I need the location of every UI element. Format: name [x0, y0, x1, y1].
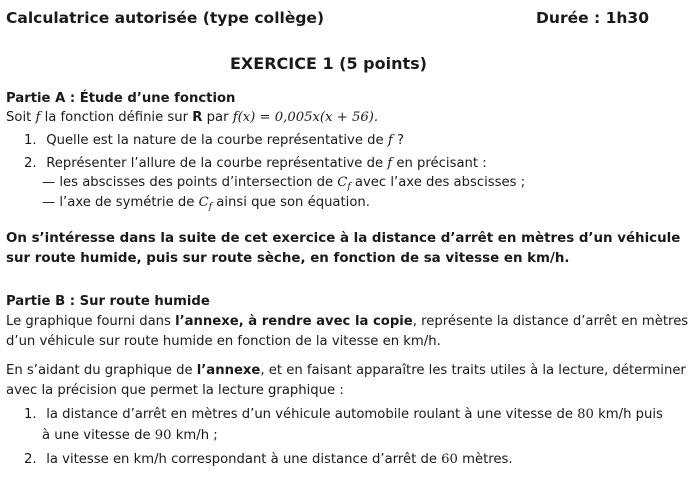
question-number: 2. — [24, 156, 37, 171]
bullet-text-b: avec l’axe des abscisses ; — [354, 175, 526, 190]
question-text: km/h puis — [598, 407, 663, 422]
part-a-question-1 — [24, 131, 404, 151]
intro-text-2: la fonction définie sur — [44, 110, 189, 125]
question-text: Représenter l’allure de la courbe représentative de — [46, 156, 384, 171]
calculator-note: Calculatrice autorisée (type collège) — [6, 9, 325, 27]
curve-subscript: f — [208, 202, 213, 212]
context-paragraph-line-1: On s’intéresse dans la suite de cet exercice à la distance d’arrêt en mètres d’un véhicule — [6, 231, 681, 246]
function-symbol: f — [387, 156, 393, 171]
text: Le graphique fourni dans — [6, 314, 171, 329]
real-set-symbol: R — [192, 110, 203, 125]
annex-emphasis: l’annexe — [196, 363, 261, 378]
function-formula: f(x) = 0,005x(x + 56). — [232, 110, 379, 125]
bullet-symmetry-axis — [42, 193, 370, 217]
distance-value: 60 — [441, 452, 458, 467]
question-end: ? — [396, 133, 404, 148]
text: , représente la distance d’arrêt en mètres — [412, 314, 688, 329]
curve-symbol: C — [337, 175, 348, 190]
context-paragraph-line-2: sur route humide, puis sur route sèche, en fonction de sa vitesse en km/h. — [6, 251, 570, 266]
question-text: mètres. — [462, 452, 513, 467]
annex-emphasis: l’annexe, à rendre avec la copie — [175, 314, 413, 329]
exercise-title: EXERCICE 1 (5 points) — [230, 54, 427, 73]
part-b-paragraph-2-line-2: avec la précision que permet la lecture graphique : — [6, 383, 344, 398]
question-end: en précisant : — [396, 156, 487, 171]
question-number: 1. — [24, 133, 37, 148]
duration: Durée : 1h30 — [536, 9, 649, 27]
part-b-question-1-line-2 — [42, 426, 218, 446]
intro-text-1: Soit — [6, 110, 32, 125]
part-b-paragraph-2-line-1 — [6, 361, 686, 381]
speed-value: 90 — [154, 428, 172, 443]
question-text: km/h ; — [175, 428, 218, 443]
question-text: la vitesse en km/h correspondant à une distance d’arrêt de — [46, 452, 437, 467]
curve-subscript: f — [347, 182, 351, 192]
intro-text-3: par — [206, 110, 229, 125]
question-number: 2. — [24, 452, 37, 467]
text: , et en faisant apparaître les traits utiles à la lecture, déterminer — [260, 363, 686, 378]
part-a-heading: Partie A : Étude d’une fonction — [6, 91, 236, 106]
part-a-question-2 — [24, 154, 487, 174]
part-b-paragraph-1-line-1 — [6, 312, 688, 332]
bullet-text-a: — l’axe de symétrie de — [42, 195, 195, 210]
function-symbol: f — [35, 110, 41, 125]
bullet-text-b: ainsi que son équation. — [216, 195, 370, 210]
speed-value: 80 — [577, 407, 594, 422]
question-text: à une vitesse de — [42, 428, 151, 443]
question-text: la distance d’arrêt en mètres d’un véhicule automobile roulant à une vitesse de — [46, 407, 573, 422]
part-b-heading: Partie B : Sur route humide — [6, 294, 210, 309]
question-text: Quelle est la nature de la courbe représentative de — [46, 133, 384, 148]
part-b-question-1-line-1 — [24, 405, 663, 425]
bullet-text-a: — les abscisses des points d’intersection de — [42, 175, 334, 190]
text: En s’aidant du graphique de — [6, 363, 193, 378]
curve-symbol: C — [198, 195, 209, 210]
part-b-paragraph-1-line-2: d’un véhicule sur route humide en fonction de la vitesse en km/h. — [6, 334, 441, 349]
part-a-intro — [6, 108, 378, 128]
question-number: 1. — [24, 407, 37, 422]
function-symbol: f — [387, 133, 393, 148]
part-b-question-2 — [24, 450, 513, 470]
exam-header — [6, 8, 649, 30]
